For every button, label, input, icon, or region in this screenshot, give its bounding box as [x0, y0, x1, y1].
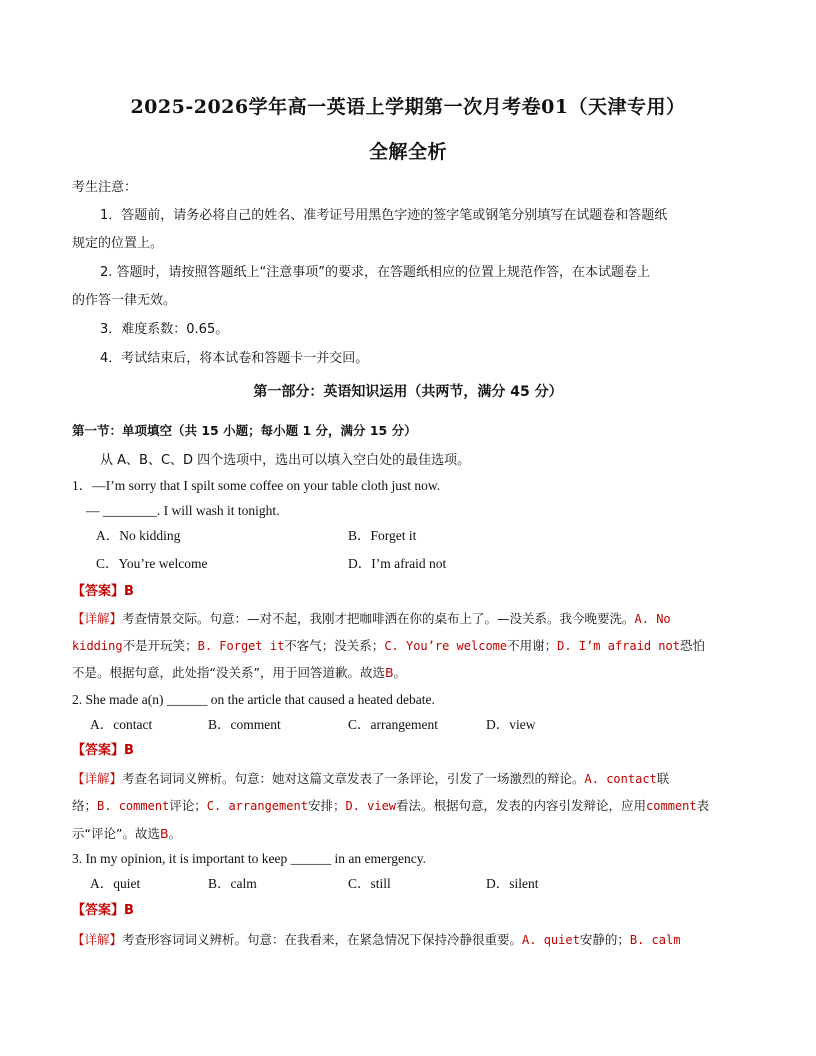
explain-segment: 示“评论”。故选 [72, 826, 160, 841]
explain-segment: B. Forget it [197, 639, 285, 653]
explain-segment: 考查名词词义辨析。句意：她对这篇文章发表了一条评论，引发了一场激烈的辩论。 [122, 771, 585, 786]
explain-segment: 【详解】 [72, 932, 123, 947]
explain-segment: A. quiet [522, 933, 580, 947]
question-2-explain-line [72, 771, 669, 786]
notice-item-3: 3．难度系数：0.65。 [100, 322, 229, 337]
question-3-answer: 【答案】B [72, 903, 134, 918]
explain-segment: 。 [393, 665, 407, 680]
explain-segment: 【详解】 [72, 611, 123, 626]
question-2-option-d: D．view [486, 717, 536, 732]
question-2-stem: 2. She made a(n) ______ on the article that caused a heated debate. [72, 692, 435, 707]
question-3-option-b: B．calm [208, 876, 257, 891]
explain-segment: 安排； [307, 798, 346, 813]
explain-segment: 络； [72, 798, 98, 813]
explain-segment: 考查形容词词义辨析。句意：在我看来，在紧急情况下保持冷静很重要。 [122, 932, 523, 947]
question-1-stem: 1．—I’m sorry that I spilt some coffee on your table cloth just now. [72, 478, 441, 493]
explain-segment: C. arrangement [206, 799, 308, 813]
notice-heading: 考生注意： [72, 180, 138, 195]
explain-segment: 考查情景交际。句意：—对不起，我刚才把咖啡洒在你的桌布上了。—没关系。我今晚要洗。 [122, 611, 635, 626]
explain-segment: B. calm [629, 933, 681, 947]
question-3-option-c: C．still [348, 876, 391, 891]
question-1-stem2: — ________. I will wash it tonight. [86, 503, 280, 518]
notice-item-1-line2: 规定的位置上。 [72, 236, 164, 251]
question-2-option-a: A．contact [90, 717, 153, 732]
explain-segment: C. You’re welcome [384, 639, 508, 653]
question-1-explain-line [72, 611, 671, 626]
explain-segment: D. I’m afraid not [557, 639, 680, 653]
explain-segment: 看法。根据句意，发表的内容引发辩论，应用 [396, 798, 647, 813]
question-2-answer: 【答案】B [72, 743, 134, 758]
question-3-explain-line [72, 932, 680, 947]
explain-segment: 不用谢； [507, 638, 558, 653]
explain-segment: 联 [656, 771, 670, 786]
explain-segment: 表 [696, 798, 710, 813]
explain-segment: kidding [72, 639, 123, 653]
question-1-explain-line [72, 638, 705, 653]
explain-segment: A. contact [584, 772, 657, 786]
explain-segment: 。 [168, 826, 182, 841]
explain-segment: comment [646, 799, 697, 813]
explain-segment: B [159, 826, 169, 841]
question-1-option-d: D．I’m afraid not [348, 556, 447, 571]
explain-segment: 安静的； [579, 932, 630, 947]
explain-segment: D. view [345, 799, 397, 813]
question-1-option-c: C．You’re welcome [96, 556, 208, 571]
section1-heading: 第一节：单项填空（共 15 小题；每小题 1 分，满分 15 分） [72, 423, 417, 438]
document-title: 2025-2026学年高一英语上学期第一次月考卷01（天津专用） [130, 96, 686, 118]
question-1-answer: 【答案】B [72, 584, 134, 599]
explain-segment: 评论； [169, 798, 207, 813]
question-1-option-b: B．Forget it [348, 528, 417, 543]
explain-segment: 【详解】 [72, 771, 123, 786]
explain-segment: B. comment [97, 799, 170, 813]
explain-segment: 不是。根据句意，此处指“没关系”，用于回答道歉。故选 [72, 665, 385, 680]
explain-segment: A. No [634, 612, 671, 626]
question-1-explain-line [72, 665, 406, 680]
question-2-option-b: B．comment [208, 717, 281, 732]
explain-segment: 不是开玩笑； [122, 638, 198, 653]
question-2-explain-line [72, 826, 181, 841]
explain-segment: 不客气；没关系； [284, 638, 385, 653]
question-2-option-c: C．arrangement [348, 717, 438, 732]
section1-instruction: 从 A、B、C、D 四个选项中，选出可以填入空白处的最佳选项。 [100, 453, 471, 468]
explain-segment: 恐怕 [679, 638, 705, 653]
notice-item-4: 4．考试结束后，将本试卷和答题卡一并交回。 [100, 351, 369, 366]
notice-item-2-line2: 的作答一律无效。 [72, 293, 177, 308]
question-3-option-a: A．quiet [90, 876, 141, 891]
document-subtitle: 全解全析 [368, 141, 447, 163]
question-3-stem: 3. In my opinion, it is important to keep ______ in an emergency. [72, 851, 426, 866]
notice-item-2-line1: 2. 答题时，请按照答题纸上“注意事项”的要求，在答题纸相应的位置上规范作答，在本试题卷上 [100, 265, 651, 280]
explain-segment: B [384, 665, 394, 680]
notice-item-1-line1: 1．答题前，请务必将自己的姓名、准考证号用黑色字迹的签字笔或钢笔分别填写在试题卷和答题纸 [100, 208, 668, 223]
question-2-explain-line [72, 798, 709, 813]
question-1-option-a: A．No kidding [96, 528, 181, 543]
part1-heading: 第一部分：英语知识运用（共两节，满分 45 分） [253, 384, 563, 400]
question-3-option-d: D．silent [486, 876, 539, 891]
